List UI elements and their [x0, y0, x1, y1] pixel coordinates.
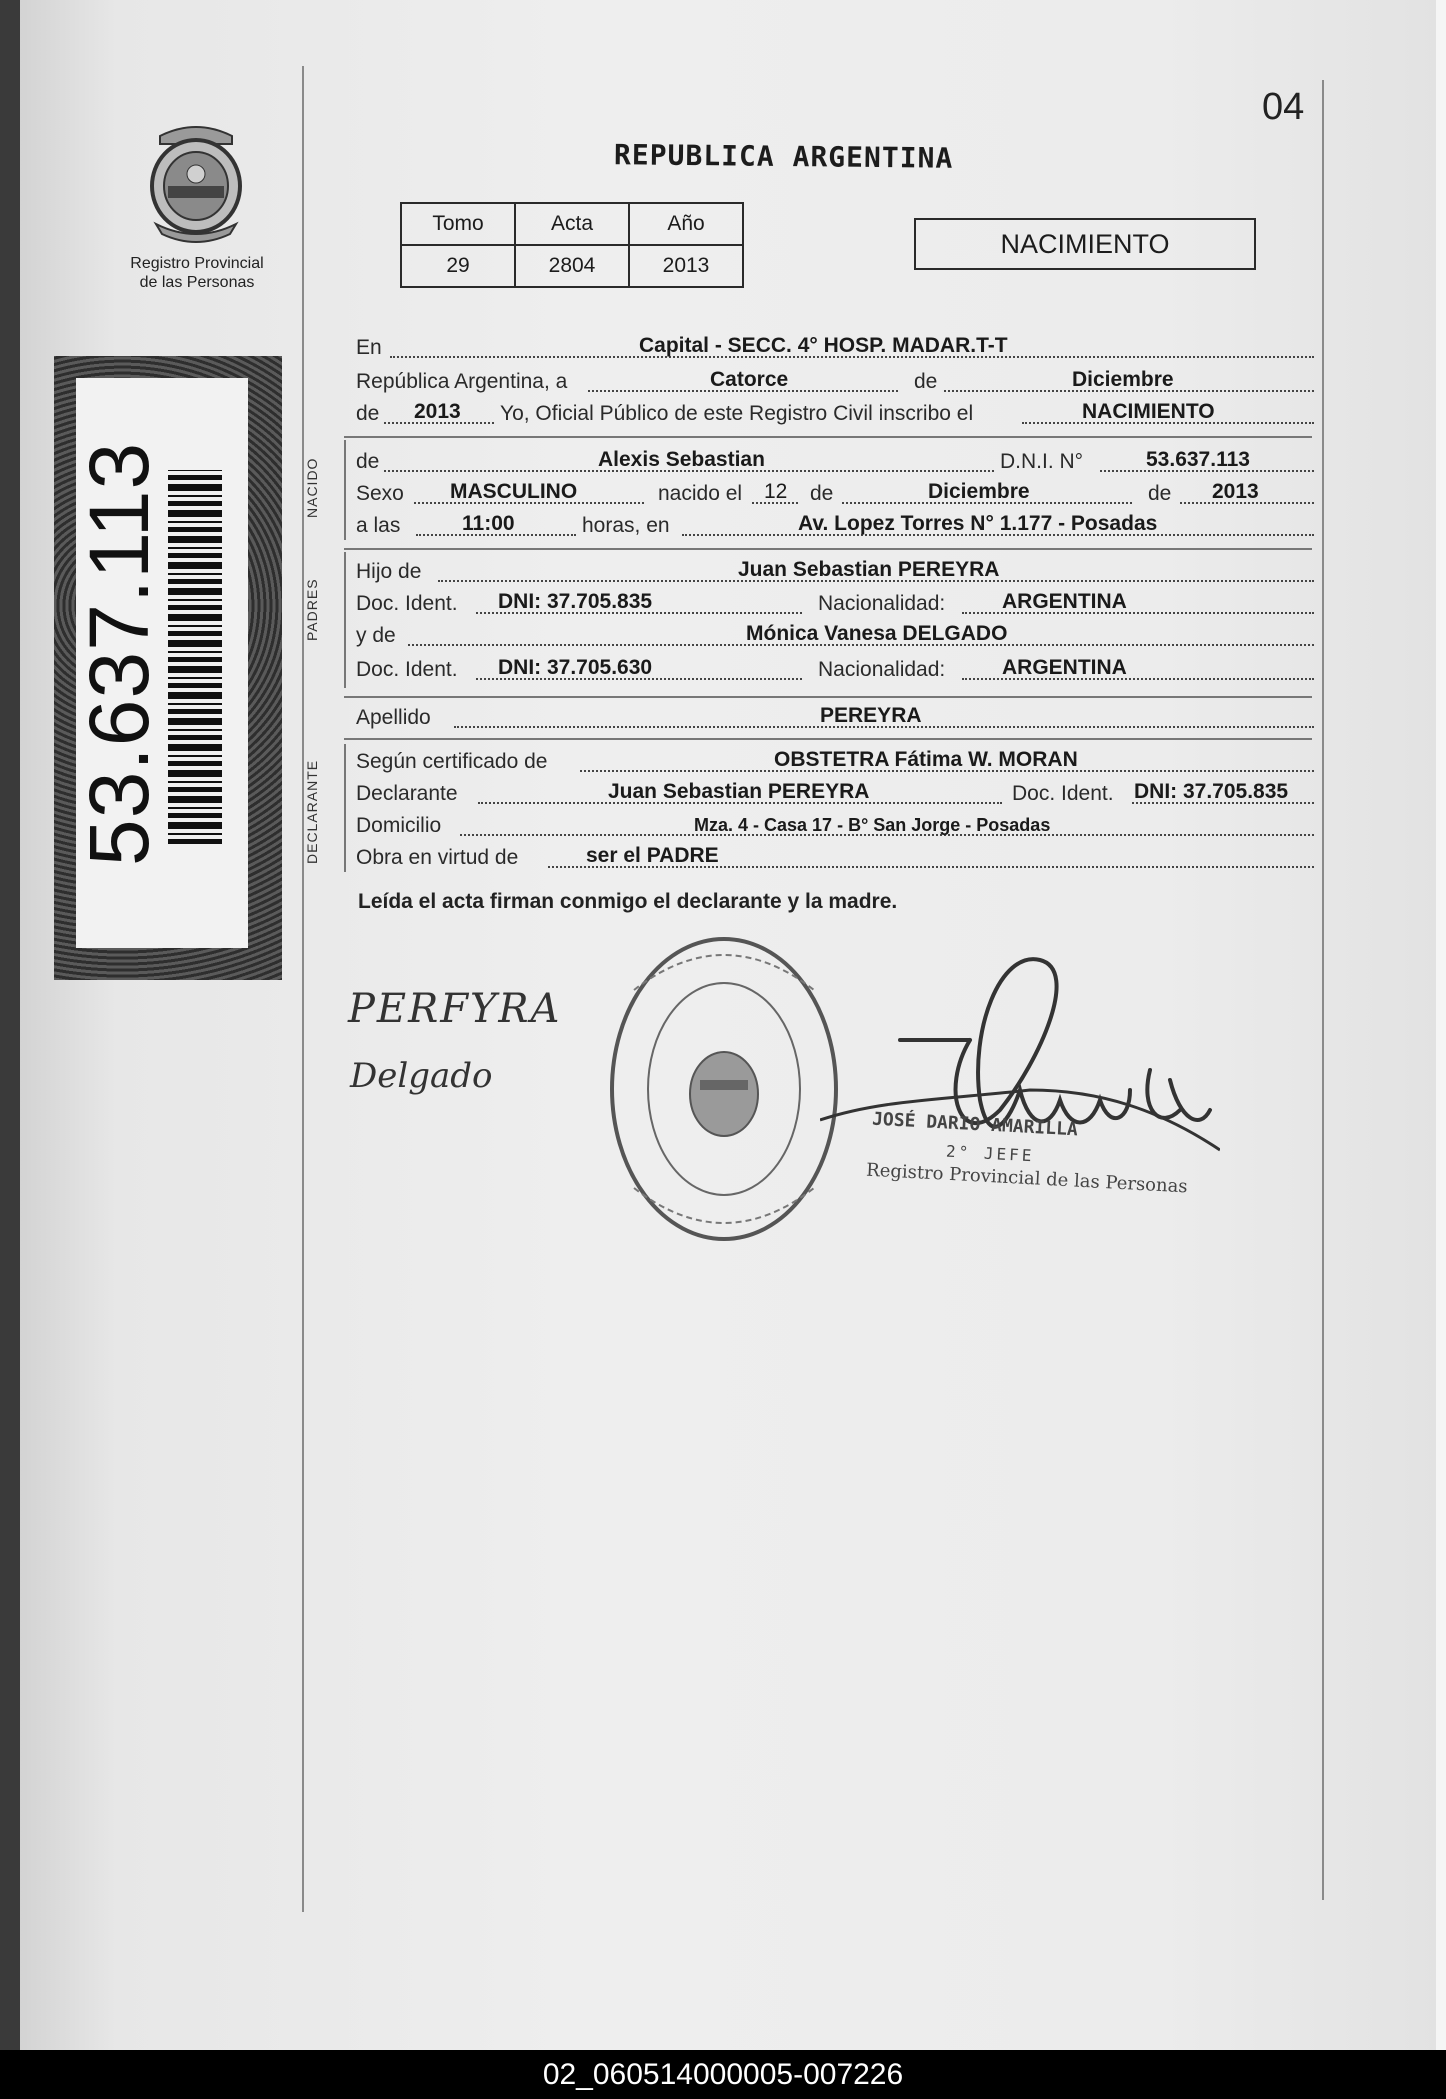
label-segun: Según certificado de: [356, 750, 548, 773]
tomo-acta-anio-table: [400, 202, 744, 288]
acta-value: 2804: [515, 245, 629, 287]
value-obra: ser el PADRE: [586, 844, 719, 867]
official-seal: [604, 930, 844, 1248]
left-rule: [302, 66, 304, 1912]
scan-shadow: [0, 0, 20, 2050]
label-republica: República Argentina, a: [356, 370, 568, 393]
row-lugar: [354, 332, 1314, 362]
scan-footer-id: 02_060514000005-007226: [0, 2050, 1446, 2099]
tomo-value: 29: [401, 245, 515, 287]
anio-header: Año: [629, 203, 743, 245]
value-domicilio: Mza. 4 - Casa 17 - B° San Jorge - Posadas: [694, 815, 1051, 835]
row-certificado: [354, 746, 1314, 776]
section-bar-padres: [344, 552, 346, 688]
label-hijo-de: Hijo de: [356, 560, 422, 583]
separator: [344, 696, 1312, 698]
row-domicilio: [354, 810, 1314, 840]
row-padre-doc: [354, 588, 1314, 618]
value-nombre: Alexis Sebastian: [598, 448, 765, 471]
row-declarante: [354, 778, 1314, 808]
value-lugar-nacimiento: Av. Lopez Torres N° 1.177 - Posadas: [798, 512, 1158, 535]
barcode-number: 53.637.113: [72, 441, 166, 867]
value-dni: 53.637.113: [1146, 448, 1250, 471]
value-madre-nombre: Mónica Vanesa DELGADO: [746, 622, 1008, 645]
label-nacionalidad: Nacionalidad:: [818, 658, 946, 681]
value-declarante: Juan Sebastian PEREYRA: [608, 780, 870, 803]
officer-office: Registro Provincial de las Personas: [865, 1159, 1189, 1198]
value-hora: 11:00: [462, 512, 515, 535]
value-certificado: OBSTETRA Fátima W. MORAN: [774, 748, 1078, 771]
value-madre-doc: DNI: 37.705.630: [498, 656, 653, 679]
label-yo-oficial: Yo, Oficial Público de este Registro Civil inscribo el: [500, 402, 974, 425]
label-nacionalidad: Nacionalidad:: [818, 592, 946, 615]
section-bar-declarante: [344, 744, 346, 872]
separator: [344, 436, 1312, 438]
section-padres-label: PADRES: [304, 578, 320, 642]
label-de: de: [1148, 482, 1172, 505]
label-nacido-el: nacido el: [658, 482, 743, 505]
tomo-header: Tomo: [401, 203, 515, 245]
closing-statement: Leída el acta firman conmigo el declarante y la madre.: [358, 890, 898, 913]
separator: [344, 548, 1312, 550]
row-sexo: [354, 478, 1314, 508]
page-number: 04: [1262, 86, 1305, 128]
record-type-box: NACIMIENTO: [914, 218, 1256, 270]
value-nacido-dia: 12: [764, 480, 788, 503]
right-rule: [1322, 80, 1324, 1900]
label-horas-en: horas, en: [582, 514, 670, 537]
value-lugar: Capital - SECC. 4° HOSP. MADAR.T-T: [639, 334, 1008, 357]
row-anio-acto: [354, 398, 1314, 428]
section-declarante-label: DECLARANTE: [304, 759, 320, 865]
label-apellido: Apellido: [356, 706, 431, 729]
section-nacido-label: NACIDO: [304, 457, 320, 519]
value-anio: 2013: [414, 400, 461, 423]
row-obra: [354, 842, 1314, 872]
page-edge: [1436, 0, 1446, 2050]
registry-label-line1: Registro Provincial: [130, 255, 264, 272]
officer-name: JOSÉ DARIO AMARILLA: [871, 1108, 1079, 1141]
value-sexo: MASCULINO: [450, 480, 578, 503]
label-domicilio: Domicilio: [356, 814, 442, 837]
value-apellido: PEREYRA: [820, 704, 922, 727]
country-title: REPUBLICA ARGENTINA: [613, 138, 954, 175]
registry-label-line2: de las Personas: [139, 274, 255, 291]
label-en: En: [356, 336, 382, 359]
value-padre-nacionalidad: ARGENTINA: [1002, 590, 1127, 613]
label-doc-ident: Doc. Ident.: [356, 658, 458, 681]
barcode: [168, 470, 222, 844]
value-dia-letras: Catorce: [710, 368, 789, 391]
row-apellido: [354, 702, 1314, 732]
row-hora: [354, 510, 1314, 540]
label-sexo: Sexo: [356, 482, 404, 505]
label-de: de: [356, 402, 380, 425]
registry-label: [112, 254, 282, 292]
province-crest: [140, 116, 252, 248]
value-nacido-mes: Diciembre: [928, 480, 1030, 503]
label-de: de: [356, 450, 380, 473]
label-dni: D.N.I. N°: [1000, 450, 1084, 473]
row-padre: [354, 556, 1314, 586]
label-a-las: a las: [356, 514, 401, 537]
row-madre-doc: [354, 654, 1314, 684]
row-nombre: [354, 446, 1314, 476]
label-y-de: y de: [356, 624, 396, 647]
anio-value: 2013: [629, 245, 743, 287]
value-madre-nacionalidad: ARGENTINA: [1002, 656, 1127, 679]
value-padre-nombre: Juan Sebastian PEREYRA: [738, 558, 1000, 581]
value-acto: NACIMIENTO: [1082, 400, 1215, 423]
row-fecha: [354, 366, 1314, 396]
officer-title: 2° JEFE: [945, 1141, 1035, 1166]
label-doc-ident: Doc. Ident.: [1012, 782, 1114, 805]
label-declarante: Declarante: [356, 782, 458, 805]
section-bar-nacido: [344, 440, 346, 540]
label-de: de: [914, 370, 938, 393]
value-declarante-doc: DNI: 37.705.835: [1134, 780, 1289, 803]
mother-signature: Delgado: [350, 1056, 493, 1096]
father-signature: PERFYRA: [348, 986, 562, 1032]
separator: [344, 738, 1312, 740]
value-mes: Diciembre: [1072, 368, 1174, 391]
row-madre: [354, 620, 1314, 650]
acta-header: Acta: [515, 203, 629, 245]
label-obra: Obra en virtud de: [356, 846, 519, 869]
value-padre-doc: DNI: 37.705.835: [498, 590, 653, 613]
label-de: de: [810, 482, 834, 505]
label-doc-ident: Doc. Ident.: [356, 592, 458, 615]
value-nacido-anio: 2013: [1212, 480, 1259, 503]
